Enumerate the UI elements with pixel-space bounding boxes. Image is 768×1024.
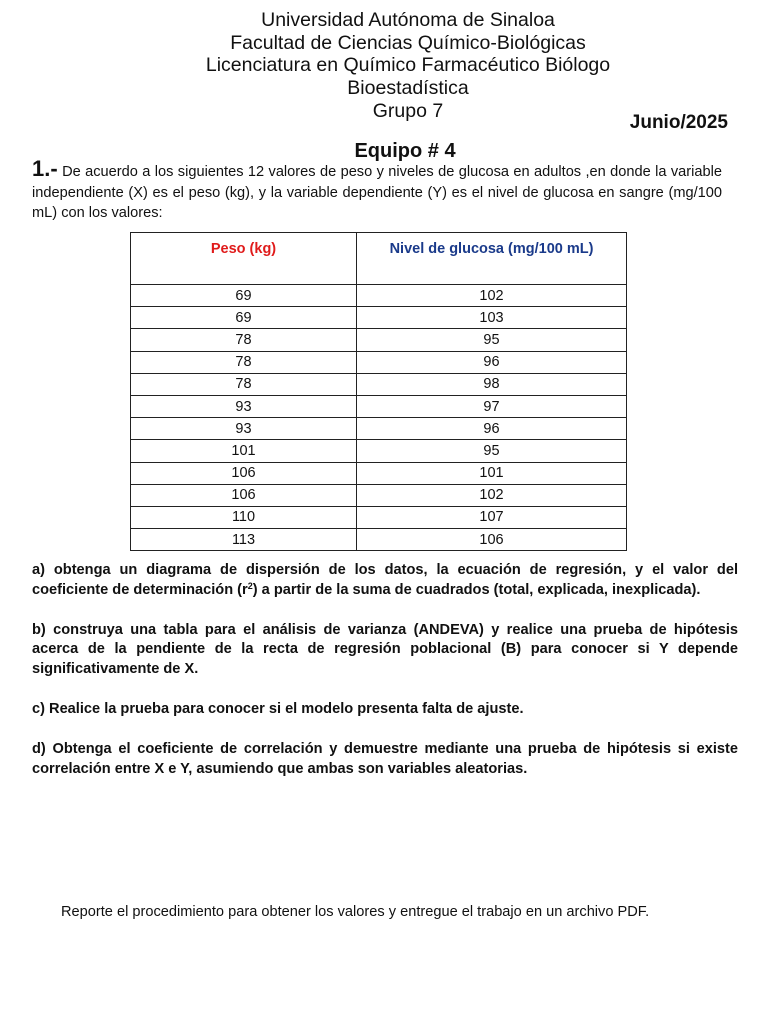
problem-number: 1.-: [32, 156, 58, 181]
team-label: Equipo # 4: [354, 140, 456, 162]
cell-weight: 93: [131, 418, 357, 440]
cell-glucose: 97: [357, 395, 627, 417]
table-row: [131, 529, 627, 551]
date-label: Junio/2025: [629, 112, 728, 133]
table-row: [131, 373, 627, 395]
column-header-glucose: Nivel de glucosa (mg/100 mL): [357, 233, 627, 285]
document-header: [0, 9, 768, 123]
cell-weight: 78: [131, 373, 357, 395]
table-body: [131, 285, 627, 551]
table-row: [131, 506, 627, 528]
cell-weight: 78: [131, 351, 357, 373]
cell-glucose: 95: [357, 440, 627, 462]
cell-glucose: 107: [357, 506, 627, 528]
table-row: [131, 484, 627, 506]
question-a: [32, 561, 738, 601]
course-name: Bioestadística: [347, 77, 469, 100]
question-d: d) Obtenga el coeficiente de correlación y demuestre mediante una prueba de hipótesis si existe correlación entre X e Y, asumiendo que ambas son variables aleatorias.: [32, 740, 738, 777]
program-name: Licenciatura en Químico Farmacéutico Biólogo: [205, 54, 611, 77]
university-name: Universidad Autónoma de Sinaloa: [261, 9, 555, 31]
cell-weight: 78: [131, 329, 357, 351]
question-c: c) Realice la prueba para conocer si el modelo presenta falta de ajuste.: [32, 700, 524, 717]
cell-weight: 93: [131, 395, 357, 417]
cell-glucose: 106: [357, 529, 627, 551]
table-row: [131, 285, 627, 307]
table-header-row: [131, 233, 627, 285]
data-table: [130, 232, 627, 551]
table-row: [131, 395, 627, 417]
cell-glucose: 102: [357, 285, 627, 307]
cell-glucose: 102: [357, 484, 627, 506]
cell-weight: 69: [131, 285, 357, 307]
cell-weight: 101: [131, 440, 357, 462]
cell-glucose: 101: [357, 462, 627, 484]
questions-list: [32, 561, 738, 799]
cell-weight: 106: [131, 462, 357, 484]
table-row: [131, 440, 627, 462]
cell-weight: 106: [131, 484, 357, 506]
cell-glucose: 96: [357, 418, 627, 440]
group-label: Grupo 7: [372, 99, 444, 122]
cell-glucose: 98: [357, 373, 627, 395]
cell-weight: 69: [131, 307, 357, 329]
table-row: [131, 307, 627, 329]
cell-glucose: 96: [357, 351, 627, 373]
table-row: [131, 329, 627, 351]
question-b: b) construya una tabla para el análisis de varianza (ANDEVA) y realice una prueba de hipótesis acerca de la pendiente de la recta de regresión poblacional (B) para conocer si Y depende significativamente de X.: [32, 621, 738, 678]
faculty-name: Facultad de Ciencias Químico-Biológicas: [230, 31, 586, 54]
question-a-text-pre: a) obtenga un diagrama de dispersión de los datos, la ecuación de regresión, y el valor del coeficiente de determinación (r: [32, 562, 738, 598]
table-row: [131, 462, 627, 484]
question-a-text-post: ) a partir de la suma de cuadrados (total, explicada, inexplicada).: [252, 581, 701, 598]
problem-statement: [32, 156, 722, 224]
cell-glucose: 95: [357, 329, 627, 351]
table-row: [131, 351, 627, 373]
cell-glucose: 103: [357, 307, 627, 329]
cell-weight: 110: [131, 506, 357, 528]
table-row: [131, 418, 627, 440]
cell-weight: 113: [131, 529, 357, 551]
column-header-weight: Peso (kg): [131, 233, 357, 285]
submission-note: Reporte el procedimiento para obtener los valores y entregue el trabajo en un archivo PDF.: [61, 904, 650, 920]
question-a-superscript: 2: [247, 580, 253, 591]
problem-intro-text: De acuerdo a los siguientes 12 valores de peso y niveles de glucosa en adultos ,en donde la variable independiente (X) es el peso (kg), y la variable dependiente (Y) es el nivel de glucosa en sangre (mg/100 mL) con los valores:: [32, 164, 722, 221]
